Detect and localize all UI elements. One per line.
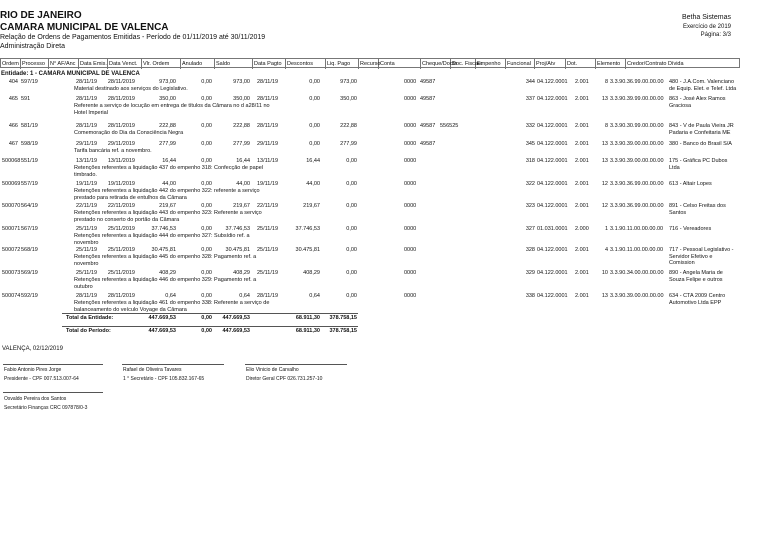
cell-emis: 25/11/19	[76, 226, 98, 232]
cell-proj: 2.001	[575, 123, 589, 129]
entity-label: Entidade: 1 - CAMARA MUNICIPAL DE VALENCA	[1, 71, 140, 77]
column-header: Descontos	[286, 59, 326, 69]
cell-proj: 2.001	[575, 96, 589, 102]
cell-ordem: 500069	[2, 181, 21, 187]
cell-desc: 408,29	[303, 270, 320, 276]
cell-saldo: 219,67	[233, 203, 250, 209]
cell-emis: 28/11/19	[76, 79, 98, 85]
cell-anul: 0,00	[201, 293, 212, 299]
cell-conta: 49587	[420, 96, 436, 102]
cell-liq: 0,00	[346, 247, 357, 253]
cell-ordem: 466	[8, 123, 18, 129]
cell-func: 04.122.0001	[537, 203, 568, 209]
cell-ordem: 404	[8, 79, 18, 85]
cell-liq: 0,00	[346, 270, 357, 276]
cell-elem: 3.3.90.36.99.00.00.00	[610, 203, 664, 209]
cell-pagto: 28/11/19	[257, 96, 279, 102]
total-desc: 68.911,30	[295, 328, 320, 334]
cell-elem: 3.1.90.11.00.00.00.00	[610, 247, 664, 253]
cell-proj: 2.001	[575, 158, 589, 164]
total-liq: 378.758,15	[329, 315, 357, 321]
cell-credor: 175 - Gráfica PC Dubos Ltda	[669, 158, 728, 171]
cell-ordem: 465	[8, 96, 18, 102]
column-header: Doc. Fiscais	[452, 61, 482, 67]
cell-proc: 551/19	[21, 158, 38, 164]
exercise-label: Exercício de 2019	[682, 24, 731, 30]
cell-ordem: 467	[8, 141, 18, 147]
cell-emis: 29/11/19	[76, 141, 98, 147]
row-description: Retenções referentes a liquidação 461 do empenho 338: Referente a serviço de balanceamento do veículo Voyage da Câmara	[74, 300, 270, 313]
cell-proj: 2.000	[575, 226, 589, 232]
cell-vlr: 219,67	[159, 203, 176, 209]
cell-proc: 598/19	[21, 141, 38, 147]
cell-saldo: 350,00	[233, 96, 250, 102]
cell-vlr: 30.475,81	[151, 247, 176, 253]
row-description: Retenções referentes a liquidação 442 do empenho 322: referente a serviço prestado para retirada de entulhos da Câmara	[74, 188, 260, 201]
cell-elem: 3.3.90.34.00.00.00.00	[610, 270, 664, 276]
cell-elem: 3.1.90.11.00.00.00.00	[610, 226, 664, 232]
cell-pagto: 25/11/19	[257, 226, 279, 232]
total-saldo: 447.669,53	[222, 315, 250, 321]
column-header: Elemento	[596, 59, 626, 69]
cell-saldo: 0,64	[239, 293, 250, 299]
cell-anul: 0,00	[201, 247, 212, 253]
total-liq: 378.758,15	[329, 328, 357, 334]
cell-conta: 49587	[420, 141, 436, 147]
cell-elem: 3.3.90.39.99.00.00.00	[610, 96, 664, 102]
cell-dot: 13	[601, 158, 608, 164]
total-vlr: 447.669,53	[148, 328, 176, 334]
signature-line	[3, 392, 103, 393]
cell-anul: 0,00	[201, 79, 212, 85]
column-header: Conta	[379, 59, 421, 69]
cell-pagto: 22/11/19	[257, 203, 279, 209]
cell-ordem: 500070	[2, 203, 21, 209]
cell-elem: 3.3.90.39.00.00.00.00	[610, 293, 664, 299]
cell-emp: 322	[525, 181, 535, 187]
cell-func: 04.122.0001	[537, 158, 568, 164]
cell-rec: 0000	[404, 270, 417, 276]
cell-dot: 8	[604, 123, 608, 129]
cell-liq: 350,00	[340, 96, 357, 102]
cell-emp: 344	[525, 79, 535, 85]
row-description: Retenções referentes a liquidação 446 do empenho 329: Pagamento ref. a outubro	[74, 277, 257, 290]
cell-proj: 2.001	[575, 181, 589, 187]
column-header: Vlr. Ordem	[142, 59, 181, 69]
cell-anul: 0,00	[201, 226, 212, 232]
cell-emp: 323	[525, 203, 535, 209]
column-header: Saldo	[215, 59, 253, 69]
cell-credor: 717 - Pessoal Legislativo - Servidor Efetivo e Comission	[669, 247, 734, 266]
cell-credor: 480 - J.A.Com. Valenciano de Equip. Elet. e Telef. Ltda	[669, 79, 737, 92]
signature-line	[245, 364, 347, 365]
cell-proc: 557/19	[21, 181, 38, 187]
cell-desc: 16,44	[306, 158, 320, 164]
cell-proc: 592/19	[21, 293, 38, 299]
cell-cheque: 556525	[440, 123, 459, 129]
cell-anul: 0,00	[201, 270, 212, 276]
cell-venc: 25/11/2019	[107, 226, 135, 232]
cell-pagto: 28/11/19	[257, 293, 279, 299]
cell-pagto: 13/11/19	[257, 158, 279, 164]
signer-name: Rafael de Oliveira Tavares	[123, 367, 182, 373]
cell-rec: 0000	[404, 203, 417, 209]
cell-func: 04.122.0001	[537, 293, 568, 299]
cell-credor: 891 - Celso Freitas dos Santos	[669, 203, 726, 216]
cell-emp: 345	[525, 141, 535, 147]
cell-anul: 0,00	[201, 203, 212, 209]
column-header: Empenho	[476, 59, 506, 69]
signer-role: Secretário Finanças CRC 097878/0-3	[4, 405, 88, 411]
cell-rec: 0000	[404, 181, 417, 187]
cell-dot: 13	[601, 293, 608, 299]
cell-func: 04.122.0001	[537, 181, 568, 187]
cell-conta: 49587	[420, 123, 436, 129]
cell-emis: 25/11/19	[76, 247, 98, 253]
cell-emp: 338	[525, 293, 535, 299]
total-anul: 0,00	[201, 315, 212, 321]
signer-role: 1 ° Secretário - CPF 105.832.167-65	[123, 376, 205, 382]
cell-dot: 1	[604, 226, 608, 232]
signer-role: Presidente - CPF 007.513.007-64	[4, 376, 79, 382]
cell-venc: 22/11/2019	[107, 203, 135, 209]
date-place: VALENÇA, 02/12/2019	[2, 346, 63, 352]
signature-line	[122, 364, 224, 365]
cell-pagto: 28/11/19	[257, 123, 279, 129]
cell-vlr: 0,64	[165, 293, 176, 299]
row-description: Material destinado aos serviços do Legislativo.	[74, 86, 188, 92]
cell-rec: 0000	[404, 96, 417, 102]
cell-desc: 30.475,81	[295, 247, 320, 253]
cell-credor: 863 - José Alex Ramos Graciosa	[669, 96, 726, 109]
cell-dot: 13	[601, 141, 608, 147]
column-header: Proj/Atv	[535, 59, 566, 69]
cell-proc: 569/19	[21, 270, 38, 276]
column-header: Cheque/Docto	[422, 61, 458, 67]
cell-vlr: 408,29	[159, 270, 176, 276]
cell-func: 04.122.0001	[537, 270, 568, 276]
column-header-bar	[0, 58, 740, 68]
cell-saldo: 973,00	[233, 79, 250, 85]
cell-desc: 219,67	[303, 203, 320, 209]
total-anul: 0,00	[201, 328, 212, 334]
cell-emp: 337	[525, 96, 535, 102]
cell-emis: 28/11/19	[76, 123, 98, 129]
cell-venc: 29/11/2019	[107, 141, 135, 147]
total-desc: 68.911,30	[295, 315, 320, 321]
cell-elem: 3.3.90.30.99.00.00.00	[610, 123, 664, 129]
cell-liq: 973,00	[340, 79, 357, 85]
cell-credor: 890 - Angela Maria de Souza Felipe e outros	[669, 270, 723, 283]
cell-dot: 12	[601, 203, 608, 209]
cell-rec: 0000	[404, 293, 417, 299]
cell-pagto: 28/11/19	[257, 79, 279, 85]
cell-ordem: 500074	[2, 293, 21, 299]
cell-proc: 591	[21, 96, 31, 102]
cell-func: 04.122.0001	[537, 79, 568, 85]
cell-rec: 0000	[404, 141, 417, 147]
cell-ordem: 500071	[2, 226, 21, 232]
report-title: Relação de Ordens de Pagamentos Emitidas - Período de 01/11/2019 até 30/11/2019	[0, 34, 266, 41]
cell-pagto: 25/11/19	[257, 270, 279, 276]
cell-ordem: 500073	[2, 270, 21, 276]
cell-conta: 49587	[420, 79, 436, 85]
cell-emp: 329	[525, 270, 535, 276]
cell-anul: 0,00	[201, 141, 212, 147]
cell-proj: 2.001	[575, 141, 589, 147]
cell-venc: 28/11/2019	[107, 79, 135, 85]
cell-proc: 568/19	[21, 247, 38, 253]
cell-liq: 222,88	[340, 123, 357, 129]
cell-liq: 277,99	[340, 141, 357, 147]
cell-pagto: 25/11/19	[257, 247, 279, 253]
cell-emp: 332	[525, 123, 535, 129]
cell-desc: 0,00	[309, 123, 320, 129]
total-label: Total da Entidade:	[66, 315, 114, 321]
cell-desc: 0,00	[309, 141, 320, 147]
cell-dot: 12	[601, 181, 608, 187]
cell-elem: 3.3.90.39.00.00.00.00	[610, 158, 664, 164]
cell-anul: 0,00	[201, 123, 212, 129]
cell-proc: 581/19	[21, 123, 38, 129]
cell-pagto: 29/11/19	[257, 141, 279, 147]
row-description: Retenções referentes a liquidação 437 do empenho 318: Confecção de papel timbrado.	[74, 165, 263, 178]
cell-desc: 0,00	[309, 96, 320, 102]
column-header: Data Pagto	[253, 59, 286, 69]
row-description: Tarifa bancária ref. a novembro.	[74, 148, 152, 154]
total-vlr: 447.669,53	[148, 315, 176, 321]
cell-dot: 13	[601, 96, 608, 102]
row-description: Referente a serviço de locução em entrega de títulos da Câmara no d a28/11 no Hotel Imperial	[74, 103, 270, 116]
cell-func: 04.122.0001	[537, 247, 568, 253]
cell-saldo: 44,00	[236, 181, 250, 187]
cell-credor: 716 - Vereadores	[669, 226, 712, 232]
cell-saldo: 37.746,53	[225, 226, 250, 232]
totals-rule	[62, 326, 358, 327]
cell-emis: 13/11/19	[76, 158, 98, 164]
cell-emis: 28/11/19	[76, 96, 98, 102]
cell-proc: 564/19	[21, 203, 38, 209]
cell-proj: 2.001	[575, 293, 589, 299]
cell-dot: 8	[604, 79, 608, 85]
cell-emp: 327	[525, 226, 535, 232]
cell-desc: 0,64	[309, 293, 320, 299]
total-label: Total do Período:	[66, 328, 111, 334]
cell-ordem: 500072	[2, 247, 21, 253]
cell-proc: 597/19	[21, 79, 38, 85]
cell-emp: 328	[525, 247, 535, 253]
cell-emis: 22/11/19	[76, 203, 98, 209]
cell-rec: 0000	[404, 79, 417, 85]
cell-emis: 19/11/19	[76, 181, 98, 187]
cell-func: 04.122.0001	[537, 96, 568, 102]
cell-emis: 28/11/19	[76, 293, 98, 299]
total-saldo: 447.669,53	[222, 328, 250, 334]
cell-saldo: 408,29	[233, 270, 250, 276]
cell-anul: 0,00	[201, 96, 212, 102]
cell-venc: 25/11/2019	[107, 247, 135, 253]
system-name: Betha Sistemas	[681, 14, 731, 21]
cell-func: 01.031.0001	[537, 226, 568, 232]
cell-emis: 25/11/19	[76, 270, 98, 276]
cell-vlr: 277,99	[159, 141, 176, 147]
org-title: CAMARA MUNICIPAL DE VALENCA	[0, 22, 169, 33]
cell-proc: 567/19	[21, 226, 38, 232]
cell-vlr: 44,00	[162, 181, 176, 187]
cell-vlr: 37.746,53	[151, 226, 176, 232]
cell-desc: 37.746,53	[295, 226, 320, 232]
row-description: Comemoração do Dia da Consciência Negra	[74, 130, 184, 136]
column-header: Processo	[21, 59, 49, 69]
cell-dot: 10	[601, 270, 608, 276]
column-header: Funcional	[506, 59, 535, 69]
cell-rec: 0000	[404, 226, 417, 232]
column-header: Ordem	[1, 59, 21, 69]
cell-vlr: 973,00	[159, 79, 176, 85]
column-header: Data Venct.	[108, 59, 142, 69]
cell-saldo: 30.475,81	[225, 247, 250, 253]
cell-func: 04.122.0001	[537, 141, 568, 147]
cell-credor: 634 - CTA 2009 Centro Automotivo Ltda EPP	[669, 293, 726, 306]
column-header: Recurso	[360, 61, 381, 67]
signer-name: Osvaldo Pereira dos Santos	[4, 396, 67, 402]
cell-elem: 3.3.90.36.99.00.00.00	[610, 181, 664, 187]
cell-liq: 0,00	[346, 181, 357, 187]
cell-venc: 13/11/2019	[107, 158, 135, 164]
cell-saldo: 277,99	[233, 141, 250, 147]
cell-anul: 0,00	[201, 158, 212, 164]
column-header: Anulado	[181, 59, 215, 69]
row-description: Retenções referentes a liquidação 445 do empenho 328: Pagamento ref. a novembro	[74, 254, 257, 267]
cell-rec: 0000	[404, 123, 417, 129]
totals-rule	[62, 313, 358, 314]
cell-pagto: 19/11/19	[257, 181, 279, 187]
cell-venc: 28/11/2019	[107, 96, 135, 102]
cell-saldo: 16,44	[236, 158, 250, 164]
column-header: Dot.	[566, 59, 596, 69]
row-description: Retenções referentes a liquidação 443 do empenho 323: Referente a serviço prestado no conserto do portão da Câmara	[74, 210, 262, 223]
cell-liq: 0,00	[346, 226, 357, 232]
cell-liq: 0,00	[346, 293, 357, 299]
row-description: Retenções referentes a liquidação 444 do empenho 327: Subsídio ref. a novembro	[74, 233, 250, 246]
column-header: Data Emis.	[80, 61, 107, 67]
unit-label: Administração Direta	[0, 43, 65, 50]
cell-venc: 28/11/2019	[107, 123, 135, 129]
column-header: Liq. Pago	[326, 59, 359, 69]
cell-func: 04.122.0001	[537, 123, 568, 129]
cell-proj: 2.001	[575, 79, 589, 85]
cell-ordem: 500068	[2, 158, 21, 164]
cell-elem: 3.3.90.39.00.00.00.00	[610, 141, 664, 147]
cell-liq: 0,00	[346, 203, 357, 209]
cell-proj: 2.001	[575, 270, 589, 276]
cell-venc: 25/11/2019	[107, 270, 135, 276]
cell-proj: 2.001	[575, 247, 589, 253]
signer-name: Fabio Antonio Pires Jorge	[4, 367, 62, 373]
cell-proj: 2.001	[575, 203, 589, 209]
signature-line	[3, 364, 103, 365]
page-number: Página: 3/3	[700, 32, 731, 38]
cell-rec: 0000	[404, 247, 417, 253]
cell-vlr: 350,00	[159, 96, 176, 102]
cell-elem: 3.3.90.36.99.00.00.00	[610, 79, 664, 85]
cell-anul: 0,00	[201, 181, 212, 187]
signer-name: Elio Vinicio de Carvalho	[246, 367, 299, 373]
signer-role: Diretor Geral CPF 026.731.257-10	[246, 376, 323, 382]
cell-vlr: 222,88	[159, 123, 176, 129]
cell-emp: 318	[525, 158, 535, 164]
cell-liq: 0,00	[346, 158, 357, 164]
state-title: RIO DE JANEIRO	[0, 10, 82, 21]
cell-desc: 0,00	[309, 79, 320, 85]
cell-credor: 843 - V de Paula Vieira JR Padaria e Confeitaria ME	[669, 123, 734, 136]
cell-rec: 0000	[404, 158, 417, 164]
cell-vlr: 16,44	[162, 158, 176, 164]
column-header: N° AF/Anc	[49, 59, 79, 69]
cell-saldo: 222,88	[233, 123, 250, 129]
cell-venc: 19/11/2019	[107, 181, 135, 187]
cell-credor: 613 - Altair Lopes	[669, 181, 712, 187]
cell-venc: 28/11/2019	[107, 293, 135, 299]
cell-credor: 380 - Banco do Brasil S/A	[669, 141, 732, 147]
column-header: Credor/Contrato Dívida	[627, 61, 684, 67]
cell-dot: 4	[604, 247, 608, 253]
cell-desc: 44,00	[306, 181, 320, 187]
